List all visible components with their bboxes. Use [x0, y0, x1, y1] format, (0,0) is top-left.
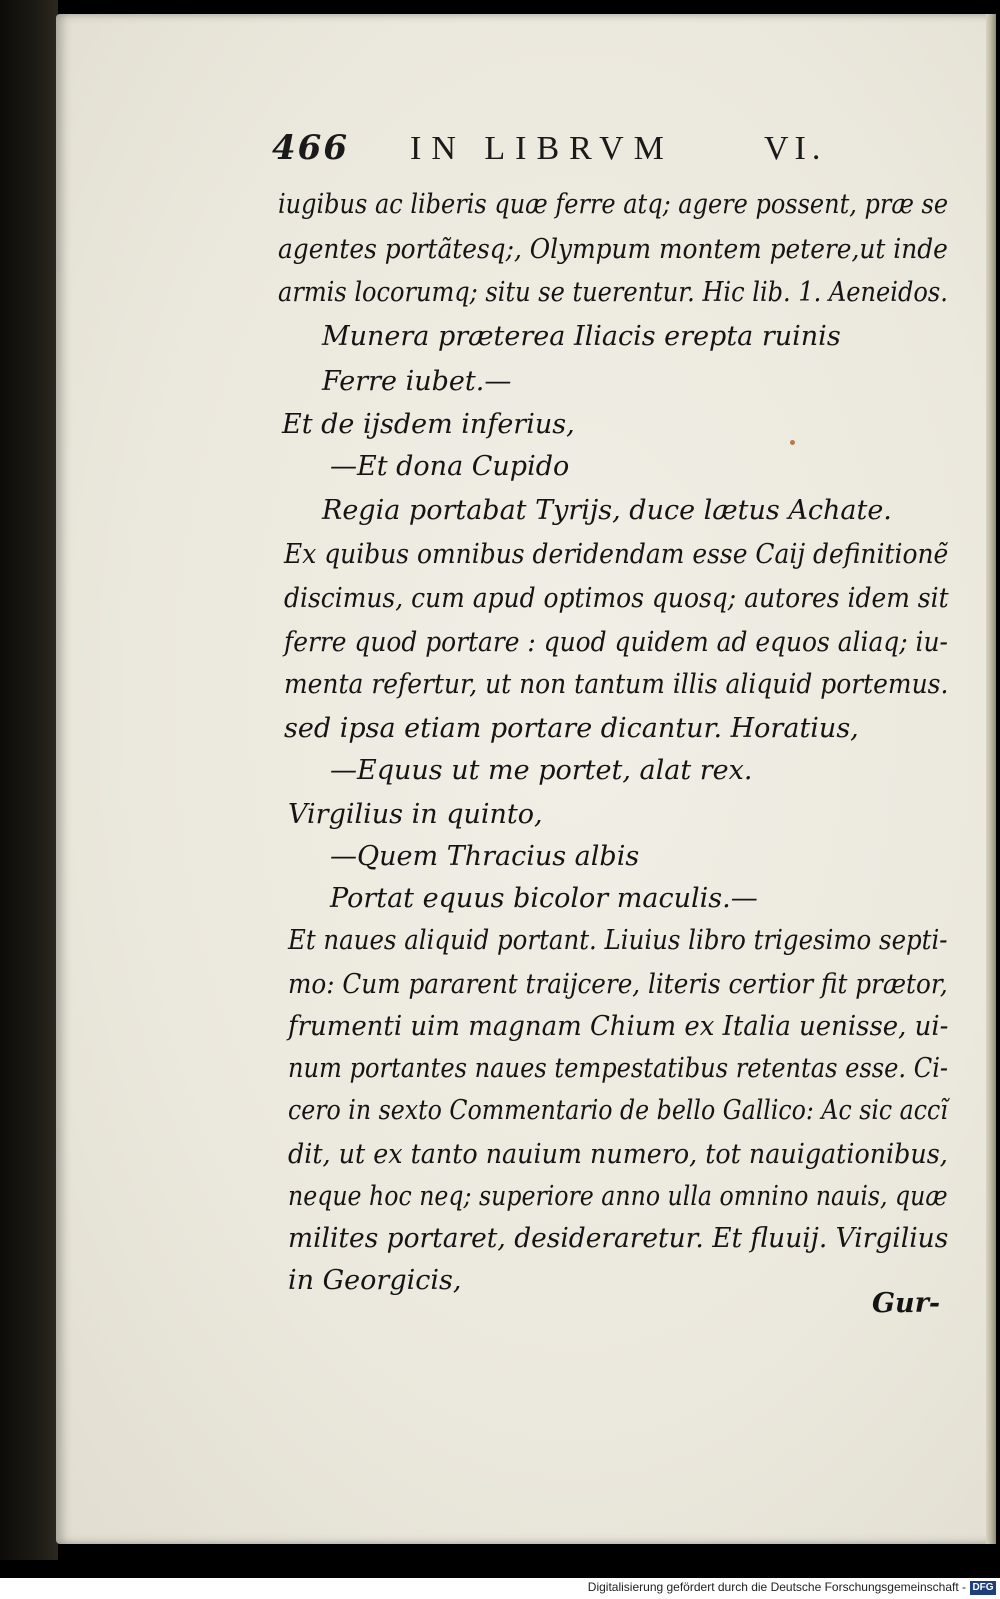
text-line: Et naues aliquid portant. Liuius libro trigesimo septi- — [288, 925, 948, 956]
dfg-logo-icon: DFG — [970, 1581, 996, 1595]
text-line: Virgilius in quinto, — [288, 799, 543, 830]
text-line: frumenti uim magnam Chium ex Italia uenisse, ui- — [288, 1011, 949, 1042]
text-line: milites portaret, desideraretur. Et fluuij. Virgilius — [288, 1223, 949, 1254]
text-line: num portantes naues tempestatibus retentas esse. Ci- — [288, 1053, 949, 1084]
text-line: iugibus ac liberis quæ ferre atq; agere possent, præ se — [278, 189, 949, 220]
text-line: armis locorumq; situ se tuerentur. Hic lib. 1. Aeneidos. — [278, 277, 948, 308]
text-line: menta refertur, ut non tantum illis aliquid portemus. — [284, 669, 949, 700]
page-number: 466 — [272, 128, 349, 168]
page-edge — [986, 14, 996, 1544]
running-header — [272, 128, 872, 178]
book-number: VI. — [764, 130, 827, 167]
text-line: Ex quibus omnibus deridendam esse Caij definitionẽ — [284, 539, 949, 570]
text-line: Portat equus bicolor maculis.— — [330, 883, 758, 914]
book-spine-shadow — [0, 0, 58, 1560]
text-line: cero in sexto Commentario de bello Gallico: Ac sic accĩ — [288, 1095, 948, 1126]
text-line: Regia portabat Tyrijs, duce lætus Achate. — [322, 495, 892, 526]
text-line: discimus, cum apud optimos quosq; autores idem sit — [284, 583, 949, 614]
text-line: —Equus ut me portet, alat rex. — [330, 755, 753, 786]
catchword: Gur- — [872, 1288, 941, 1319]
funding-credit: Digitalisierung gefördert durch die Deutsche Forschungsgemeinschaft - — [587, 1580, 966, 1594]
text-line: dit, ut ex tanto nauium numero, tot nauigationibus, — [288, 1139, 948, 1170]
text-line: in Georgicis, — [288, 1265, 462, 1296]
text-line: —Et dona Cupido — [330, 451, 570, 482]
text-line: ferre quod portare : quod quidem ad equos aliaq; iu- — [284, 627, 948, 658]
text-line: neque hoc neq; superiore anno ulla omnino nauis, quæ — [288, 1181, 948, 1212]
text-line: agentes portãtesq;, Olympum montem petere,ut inde — [278, 234, 948, 265]
text-line: Et de ijsdem inferius, — [282, 409, 575, 440]
digitization-footer — [0, 1578, 1000, 1599]
text-line: sed ipsa etiam portare dicantur. Horatius, — [284, 713, 859, 744]
paper-speck — [790, 440, 795, 445]
text-line: mo: Cum pararent traijcere, literis certior fit prætor, — [288, 969, 948, 1000]
text-line: Ferre iubet.— — [322, 366, 512, 397]
text-line: Munera præterea Iliacis erepta ruinis — [322, 321, 841, 352]
running-title: IN LIBRVM — [410, 130, 674, 167]
text-line: —Quem Thracius albis — [330, 841, 640, 872]
